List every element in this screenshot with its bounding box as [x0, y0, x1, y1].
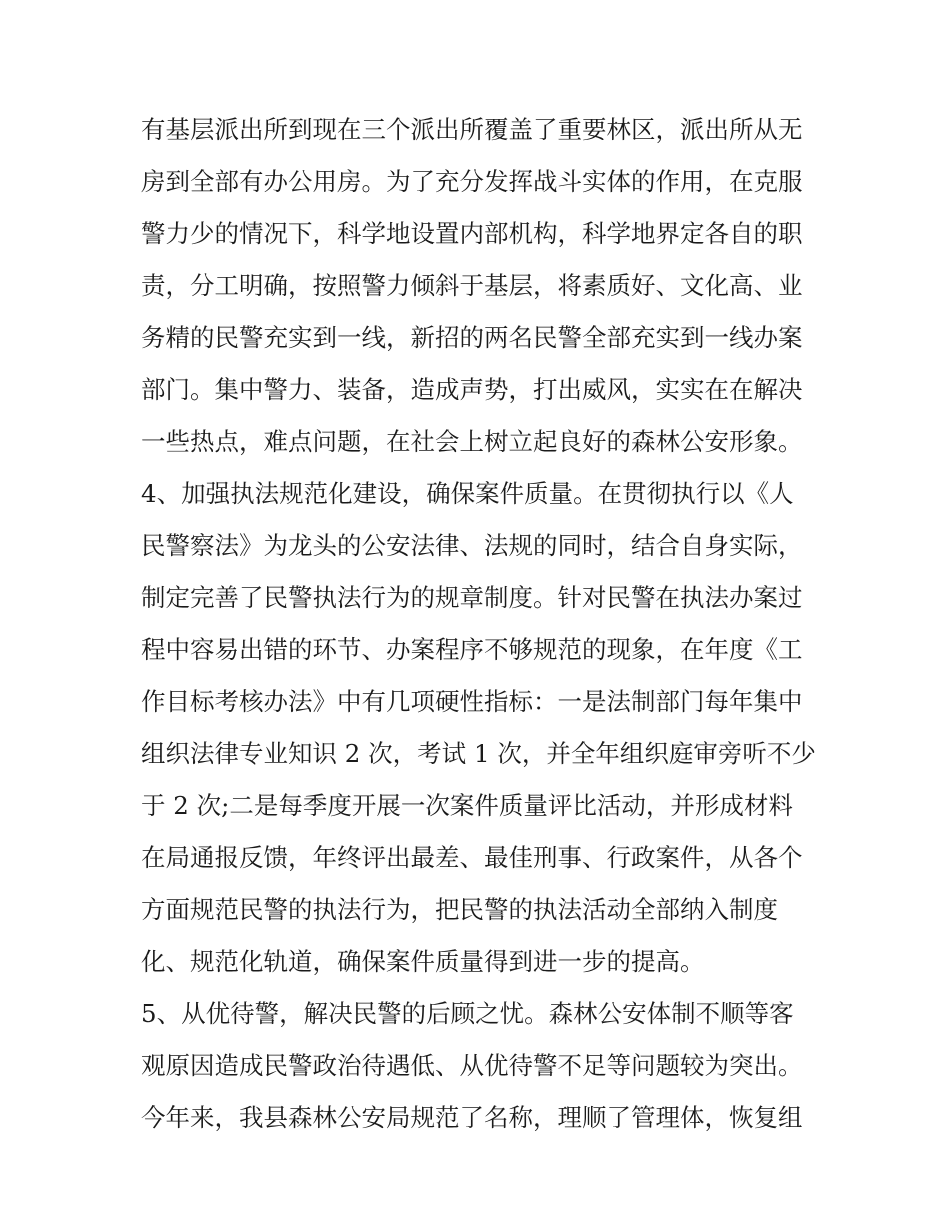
- text-line: 部门。集中警力、装备，造成声势，打出威风，实实在在解决: [141, 375, 803, 404]
- text-line: 4、加强执法规范化建设，确保案件质量。在贯彻执行以《人: [141, 479, 794, 508]
- text-line: 警力少的情况下，科学地设置内部机构，科学地界定各自的职: [141, 219, 803, 248]
- text-line: 作目标考核办法》中有几项硬性指标：一是法制部门每年集中: [141, 687, 803, 716]
- text-line: 在局通报反馈，年终评出最差、最佳刑事、行政案件，从各个: [141, 843, 803, 872]
- text-line: 程中容易出错的环节、办案程序不够规范的现象，在年度《工: [141, 635, 803, 664]
- text-line: 今年来，我县森林公安局规范了名称，理顺了管理体，恢复组: [141, 1103, 803, 1132]
- text-line: 观原因造成民警政治待遇低、从优待警不足等问题较为突出。: [141, 1051, 803, 1080]
- text-line: 组织法律专业知识 2 次，考试 1 次，并全年组织庭审旁听不少: [141, 739, 816, 768]
- text-line: 于 2 次;二是每季度开展一次案件质量评比活动，并形成材料: [141, 791, 793, 820]
- text-line: 一些热点，难点问题，在社会上树立起良好的森林公安形象。: [141, 427, 803, 456]
- text-line: 民警察法》为龙头的公安法律、法规的同时，结合自身实际，: [141, 531, 803, 560]
- text-line: 制定完善了民警执法行为的规章制度。针对民警在执法办案过: [141, 583, 803, 612]
- text-line: 务精的民警充实到一线，新招的两名民警全部充实到一线办案: [141, 323, 803, 352]
- body-text: [141, 104, 821, 1144]
- text-line: 房到全部有办公用房。为了充分发挥战斗实体的作用，在克服: [141, 167, 803, 196]
- text-line: 有基层派出所到现在三个派出所覆盖了重要林区，派出所从无: [141, 115, 803, 144]
- text-line: 化、规范化轨道，确保案件质量得到进一步的提高。: [141, 947, 705, 976]
- text-line: 5、从优待警，解决民警的后顾之忧。森林公安体制不顺等客: [141, 999, 794, 1028]
- text-line: 方面规范民警的执法行为，把民警的执法活动全部纳入制度: [141, 895, 778, 924]
- text-line: 责，分工明确，按照警力倾斜于基层，将素质好、文化高、业: [141, 271, 803, 300]
